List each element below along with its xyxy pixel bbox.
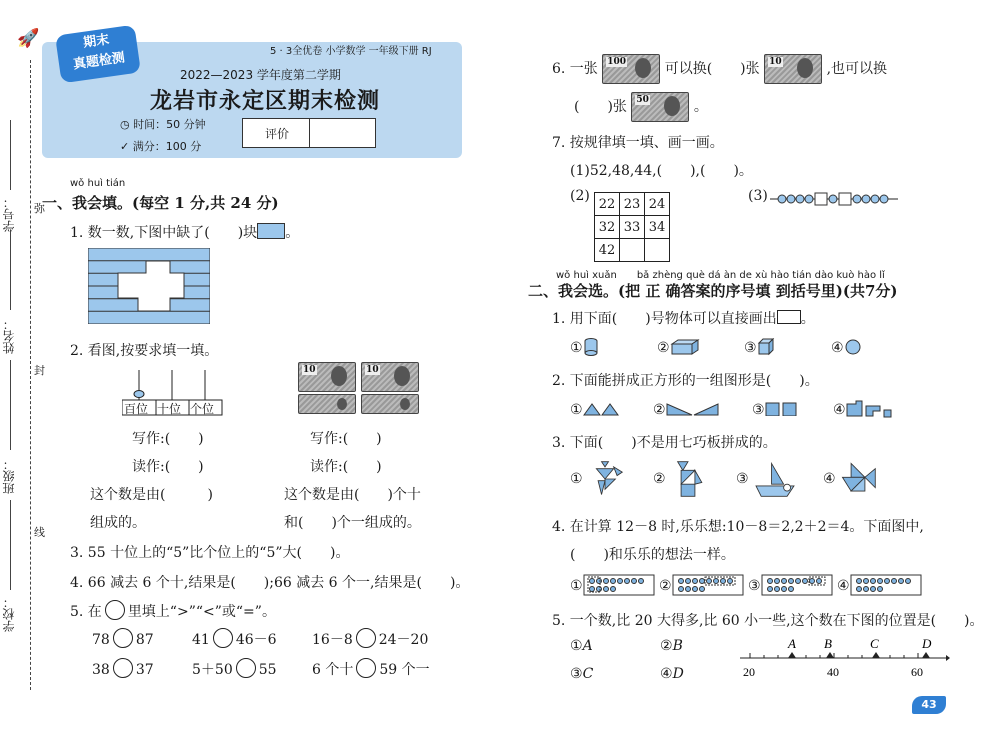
q7-text: 7. 按规律填一填、画一画。 xyxy=(552,135,724,151)
q2a-read: 读作:( ) xyxy=(132,459,204,475)
banknote-50: 50 xyxy=(631,92,689,122)
tick-label-40: 40 xyxy=(827,665,839,679)
c5-option-d[interactable]: ④D xyxy=(660,666,684,682)
student-number-line xyxy=(10,120,11,190)
q2b-composition: 这个数是由( )个十 xyxy=(284,487,421,503)
c5-text: 5. 一个数,比 20 大得多,比 60 小一些,这个数在下图的位置是( )。 xyxy=(552,613,984,629)
abacus-label-shi: 十位 xyxy=(157,402,182,416)
l-shapes-icon xyxy=(846,400,894,418)
exam-time: ◷ 时间：50 分钟 xyxy=(120,118,206,131)
badge-line2: 真题检测 xyxy=(72,50,126,73)
q5-text: 5. 在 里填上“>”“<”或“=”。 xyxy=(70,600,276,621)
c4-options: ① ② ③ ④ xyxy=(570,574,930,596)
c3-options: ① ② ③ ④ xyxy=(570,460,910,498)
right-triangles-icon xyxy=(666,402,720,416)
class-line xyxy=(10,360,11,450)
name-line xyxy=(10,230,11,310)
q7-part2-label: (2) xyxy=(570,188,590,204)
evaluation-box[interactable] xyxy=(242,118,376,148)
evaluation-divider xyxy=(309,119,310,147)
c5-option-c[interactable]: ③C xyxy=(570,666,594,682)
compare-item[interactable]: 78 87 xyxy=(92,628,154,648)
cylinder-icon xyxy=(583,338,599,356)
rocket-icon: 🚀 xyxy=(17,28,40,49)
abacus-label-bai: 百位 xyxy=(124,402,149,416)
c2-text: 2. 下面能拼成正方形的一组图形是( )。 xyxy=(552,373,819,389)
c2-options: ① ② ③ ④ xyxy=(570,400,900,418)
badge-line1: 期末 xyxy=(82,32,111,51)
q7-part1: (1)52,48,44,( ),( )。 xyxy=(570,163,753,179)
squares-icon xyxy=(765,402,799,416)
school-line xyxy=(10,500,11,590)
c4-text: 4. 在计算 12－8 时,乐乐想:10－8＝2,2＋2＝4。下面图中, xyxy=(552,519,924,535)
boat-icon xyxy=(749,460,801,498)
compare-circle-icon xyxy=(105,600,125,620)
q2a-composition: 这个数是由( ) xyxy=(90,487,213,503)
compare-item[interactable]: 38 37 xyxy=(92,658,154,678)
evaluation-label: 评价 xyxy=(265,127,290,141)
blue-brick-icon xyxy=(257,223,285,239)
cube-icon xyxy=(757,338,775,356)
seal-char-xian: 线 xyxy=(34,526,45,539)
tick-label-60: 60 xyxy=(911,665,923,679)
q2b-composition-end: 和( )个一组成的。 xyxy=(284,515,421,531)
student-number-label: 学号： xyxy=(2,196,16,232)
q4-text: 4. 66 减去 6 个十,结果是( );66 减去 6 个一,结果是( )。 xyxy=(70,575,470,591)
page-title: 龙岩市永定区期末检测 xyxy=(150,89,381,114)
banknotes-figure xyxy=(298,362,422,414)
compare-item[interactable]: 16－8 24－20 xyxy=(312,628,428,649)
banknote-10: 10 xyxy=(298,362,356,392)
tick-label-20: 20 xyxy=(743,665,755,679)
counter-card-3 xyxy=(761,574,833,596)
c1-options: ① ② ③ ④ xyxy=(570,338,900,356)
number-line xyxy=(736,636,950,682)
compare-item[interactable]: 6 个十 59 个一 xyxy=(312,658,430,679)
triangles-icon xyxy=(583,402,619,416)
q1-text: 1. 数一数,下图中缺了( )块 。 xyxy=(70,225,300,241)
q2a-composition-end: 组成的。 xyxy=(90,515,146,531)
section2-title: 二、我会选。(把 正 确答案的序号填 到括号里)(共7分) xyxy=(528,282,898,300)
counter-card-2 xyxy=(672,574,744,596)
section1-title: 一、我会填。(每空 1 分,共 24 分) xyxy=(42,194,279,212)
c1-text: 1. 用下面( )号物体可以直接画出 。 xyxy=(552,311,815,327)
point-b: B xyxy=(824,636,832,651)
abacus-label-ge: 个位 xyxy=(190,402,215,416)
page-number-badge: 43 xyxy=(912,696,946,714)
q6-line1: 6. 一张 100 可以换( )张 10 ,也可以换 xyxy=(552,54,887,84)
school-label: 学校： xyxy=(2,596,16,632)
banknote-100: 100 xyxy=(602,54,660,84)
tangram-runner-icon xyxy=(583,460,627,498)
compare-item[interactable]: 5＋50 55 xyxy=(192,658,277,679)
c4-text2: ( )和乐乐的想法一样。 xyxy=(570,547,735,563)
rectangle-icon xyxy=(777,310,801,324)
compare-item[interactable]: 41 46－6 xyxy=(192,628,277,649)
point-d: D xyxy=(922,636,932,651)
tangram-bird-icon xyxy=(666,460,710,498)
number-grid: 22 23 24 32 33 34 42 xyxy=(594,192,670,262)
q6-line2: ( )张 50 。 xyxy=(574,92,708,122)
banknote-1 xyxy=(361,394,419,414)
q2b-read: 读作:( ) xyxy=(310,459,382,475)
c5-option-b[interactable]: ②B xyxy=(660,638,683,654)
c3-text: 3. 下面( )不是用七巧板拼成的。 xyxy=(552,435,777,451)
bead-pattern xyxy=(770,188,900,210)
q2a-write: 写作:( ) xyxy=(132,431,204,447)
c5-option-a[interactable]: ①A xyxy=(570,638,593,654)
banknote-10: 10 xyxy=(764,54,822,84)
cuboid-icon xyxy=(670,338,700,356)
full-score: ✓ 满分：100 分 xyxy=(120,140,202,153)
point-c: C xyxy=(870,636,879,651)
clock-icon: ◷ xyxy=(120,118,134,131)
brick-wall-figure xyxy=(88,248,210,324)
q3-text: 3. 55 十位上的“5”比个位上的“5”大( )。 xyxy=(70,545,350,561)
seal-char-feng: 封 xyxy=(34,364,45,377)
counter-card-4 xyxy=(850,574,922,596)
check-icon: ✓ xyxy=(120,140,133,153)
q7-part3-label: (3) xyxy=(748,188,768,204)
class-label: 班级： xyxy=(2,458,16,494)
seal-char-mi: 弥 xyxy=(34,202,45,215)
banknote-10: 10 xyxy=(361,362,419,392)
sphere-icon xyxy=(844,338,862,356)
section2-pinyin: wǒ huì xuǎn bǎ zhèng què dá àn de xù hào tián dào kuò hào lǐ xyxy=(556,270,885,281)
binding-dashed-line xyxy=(30,60,31,690)
counter-card-1 xyxy=(583,574,655,596)
series-info: 5 · 3全优卷 小学数学 一年级下册 RJ xyxy=(270,46,432,57)
school-year: 2022—2023 学年度第二学期 xyxy=(180,68,341,82)
section1-pinyin: wǒ huì tián xyxy=(70,178,126,189)
q2b-write: 写作:( ) xyxy=(310,431,382,447)
point-a: A xyxy=(788,636,796,651)
q2-text: 2. 看图,按要求填一填。 xyxy=(70,343,219,359)
tangram-fish-icon xyxy=(836,460,880,498)
banknote-1 xyxy=(298,394,356,414)
name-label: 姓名： xyxy=(2,318,16,354)
